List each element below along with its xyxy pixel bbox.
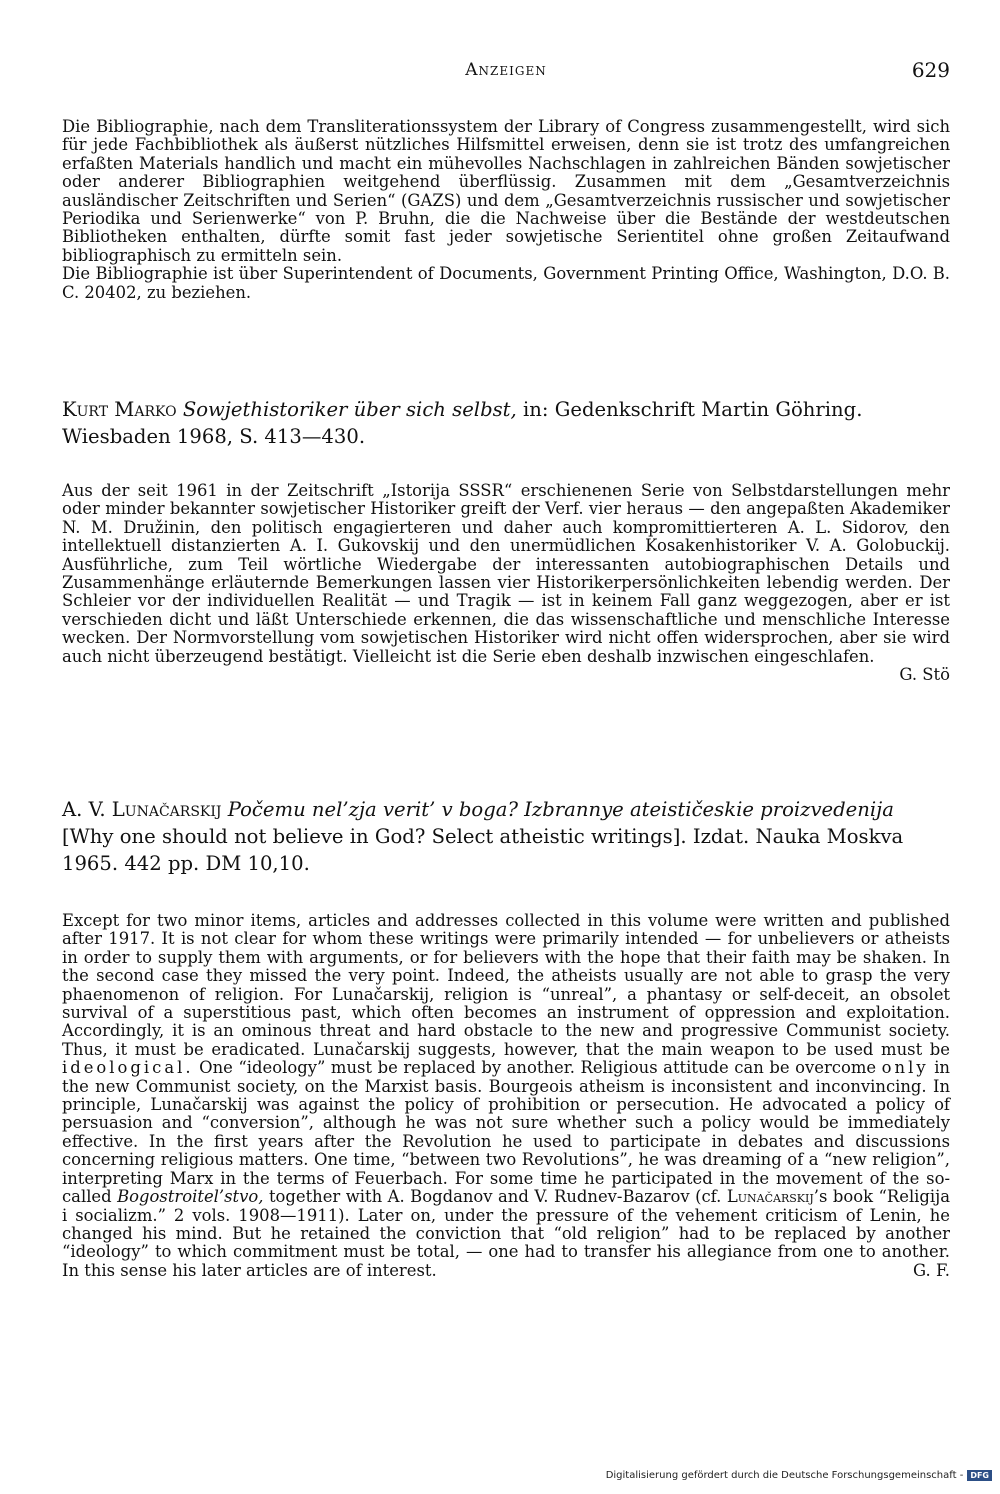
running-head: Anzeigen xyxy=(465,60,547,80)
review-marko-title: Sowjethistoriker über sich selbst, xyxy=(182,398,517,421)
digitization-footer xyxy=(606,1470,992,1481)
review-marko-body xyxy=(62,482,950,684)
review-lunacarskij-author-ref: Lunačarskij xyxy=(726,1187,814,1207)
review-lunacarskij-initials: G. F. xyxy=(913,1260,950,1280)
review-bibliography xyxy=(62,118,950,302)
review-lunacarskij xyxy=(62,796,950,877)
page-header xyxy=(62,58,950,84)
review-lunacarskij-text-c: in the new Communist society, on the Marxist basis. Bourgeois atheism is inconsistent and inconvincing. In principle, Lunačarskij was against the policy of prohibition or persecution. He advocated a policy of persuasion and “conversion”, although he was not sure whether such a policy would be immediately effective. In the first years after the Revolution he used to participate in debates and discussions concerning religious matters. One time, “between two Revolutions”, he was dreaming of a “new religion”, interpreting Marx in the terms of Feuerbach. For some time he participated in the movement of the so-called xyxy=(62,1058,950,1207)
review-bibliography-availability xyxy=(62,265,950,302)
review-lunacarskij-text-d: together with A. Bogdanov and V. Rudnev-Bazarov (cf. xyxy=(268,1187,722,1207)
review-lunacarskij-heading xyxy=(62,796,950,877)
review-lunacarskij-emphasis-movement: Bogostroitel’stvo, xyxy=(117,1187,264,1207)
review-bibliography-availability-text: Die Bibliographie ist über Superintendent of Documents, Government Printing Office, Washington, D. C. 20402, zu beziehen. xyxy=(62,264,910,302)
review-marko-source: in: Gedenkschrift Martin Göhring. Wiesbaden 1968, S. 413—430. xyxy=(62,398,863,448)
review-marko xyxy=(62,396,950,450)
review-lunacarskij-source: [Why one should not believe in God? Select atheistic writings]. Izdat. Nauka Moskva 1965. 442 pp. DM 10,10. xyxy=(62,825,904,875)
review-lunacarskij-text-a: Except for two minor items, articles and addresses collected in this volume were written and published after 1917. It is not clear for whom these writings were primarily intended — for unbelievers or atheists in order to supply them with arguments, or for believers with the hope that their faith may be shaken. In the second case they missed the very point. Indeed, the atheists usually are not able to grasp the very phaenomenon of religion. For Lunačarskij, religion is “unreal”, a phantasy or self-deceit, an obsolet survival of a superstitious past, which often becomes an instrument of oppression and exploitation. Accordingly, it is an ominous threat and hard obstacle to the new and progressive Communist society. Thus, it must be eradicated. Lunačarskij suggests, however, that the main weapon to be used must be xyxy=(62,911,950,1059)
review-lunacarskij-title: Počemu nel’zja verit’ v boga? Izbrannye ateističeskie proizvedenija xyxy=(227,798,894,821)
review-lunacarskij-emphasis-ideological: ideological. xyxy=(62,1058,194,1078)
review-marko-initials: G. Stö xyxy=(899,665,950,685)
review-lunacarskij-author: A. V. Lunačarskij xyxy=(62,798,222,821)
review-bibliography-text: Die Bibliographie, nach dem Transliterationssystem der Library of Congress zusammengestellt, wird sich für jede Fachbibliothek als äußerst nützliches Hilfsmittel erweisen, denn sie ist trotz des umfangreichen erfaßten Materials handlich und macht ein mühevolles Nachschlagen in zahlreichen Bänden sowjetischer oder anderer Bibliographien weitgehend überflüssig. Zusammen mit dem „Gesamtverzeichnis ausländischer Zeitschriften und Serien“ (GAZS) und dem „Gesamtverzeichnis russischer und sowjetischer Periodika und Serienwerke“ von P. Bruhn, die die Nachweise über die Bestände der westdeutschen Bibliotheken enthalten, dürfte somit fast jeder sowjetische Serientitel ohne großen Zeitaufwand bibliographisch zu ermitteln sein. xyxy=(62,117,950,265)
review-lunacarskij-text-b: One “ideology” must be replaced by another. Religious attitude can be overcome xyxy=(199,1058,877,1078)
review-lunacarskij-emphasis-only: only xyxy=(881,1058,929,1078)
review-lunacarskij-text-e: ’s book “Religija i socializm.” 2 vols. 1908—1911). Later on, under the pressure of the vehement criticism of Lenin, he changed his mind. But he retained the conviction that “old religion” had to be replaced by another “ideology” to which commitment must be total, — one had to transfer his allegiance from one to another. In this sense his later articles are of interest. xyxy=(62,1187,951,1280)
review-lunacarskij-body xyxy=(62,912,950,1280)
digitization-note: Digitalisierung gefördert durch die Deutsche Forschungsgemeinschaft - xyxy=(605,1470,964,1481)
review-marko-heading xyxy=(62,396,950,450)
review-bibliography-initials: O. B. xyxy=(909,264,950,284)
review-marko-author: Kurt Marko xyxy=(62,398,177,421)
page-number: 629 xyxy=(911,58,950,82)
review-lunacarskij-text xyxy=(62,912,950,1280)
document-page xyxy=(62,0,950,1494)
dfg-logo: DFG xyxy=(967,1470,992,1481)
review-marko-text: Aus der seit 1961 in der Zeitschrift „Istorija SSSR“ erschienenen Serie von Selbstdarstellungen mehr oder minder bekannter sowjetischer Historiker greift der Verf. vier heraus — den angepaßten Akademiker N. M. Družinin, den politisch engagierteren und daher auch kompromittierteren A. L. Sidorov, den intellektuell distanzierten A. I. Gukovskij und den unermüdlichen Kosakenhistoriker V. A. Golobuckij. Ausführliche, zum Teil wörtliche Wiedergabe der interessanten autobiographischen Details und Zusammenhänge erläuternde Bemerkungen lassen vier Historikerpersönlichkeiten lebendig werden. Der Schleier vor der individuellen Realität — und Tragik — ist in keinem Fall ganz weggezogen, aber er ist verschieden dicht und läßt Unterschiede erkennen, die das wissenschaftliche und menschliche Interesse wecken. Der Normvorstellung vom sowjetischen Historiker wird nicht offen widersprochen, aber sie wird auch nicht überzeugend bestätigt. Vielleicht ist die Serie eben deshalb inzwischen eingeschlafen. xyxy=(62,481,950,666)
